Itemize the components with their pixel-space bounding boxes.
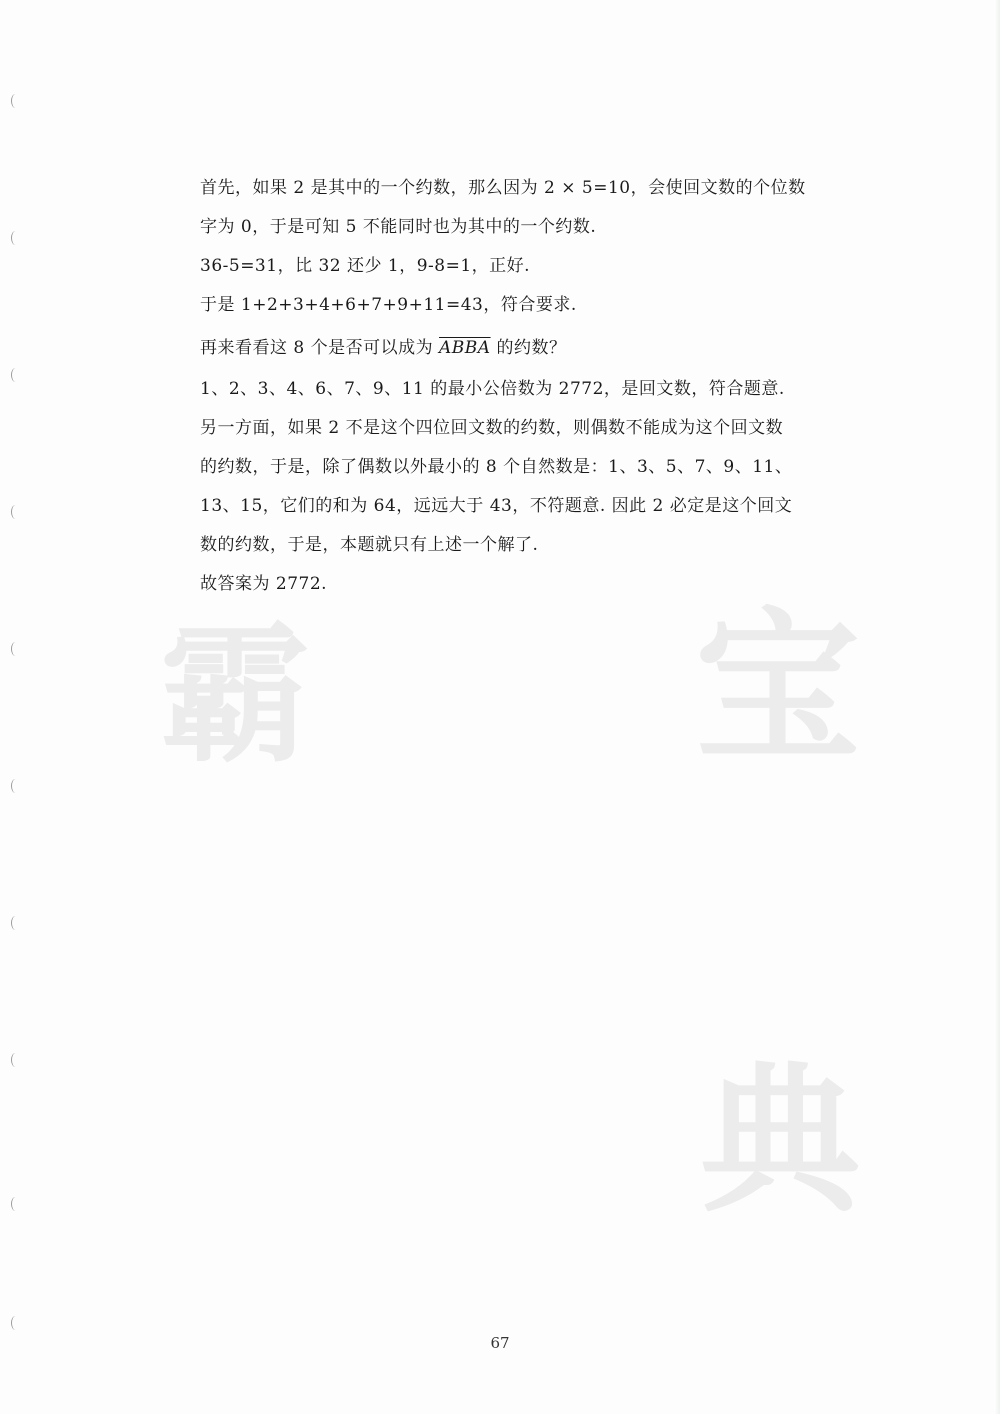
text-line: 首先，如果 2 是其中的一个约数，那么因为 2 × 5=10，会使回文数的个位数 [200, 178, 806, 198]
binding-hole [11, 1316, 20, 1330]
binding-hole [11, 505, 20, 519]
text-line: 数的约数，于是，本题就只有上述一个解了. [200, 535, 539, 555]
binding-hole [11, 779, 20, 793]
palindrome-notation: ABBA [439, 338, 491, 358]
watermark-char: 典 [700, 1046, 861, 1234]
binding-hole [11, 94, 20, 108]
page-edge-shadow [994, 0, 1000, 1414]
watermark-char: 霸 [160, 607, 311, 783]
text-line: 的约数，于是，除了偶数以外最小的 8 个自然数是：1、3、5、7、9、11、 [200, 457, 793, 477]
binding-hole [11, 1197, 20, 1211]
text-line: 1、2、3、4、6、7、9、11 的最小公倍数为 2772，是回文数，符合题意. [200, 379, 785, 399]
watermark-char: 宝 [695, 590, 860, 784]
binding-holes [0, 0, 40, 1414]
binding-hole [11, 916, 20, 930]
binding-hole [11, 231, 20, 245]
page-number: 67 [490, 1334, 510, 1352]
question-text: 再来看看这 8 个是否可以成为 [200, 338, 434, 358]
text-line: 36-5=31，比 32 还少 1，9-8=1，正好. [200, 256, 531, 276]
question-text: 的约数？ [496, 338, 567, 358]
text-line: 于是 1+2+3+4+6+7+9+11=43，符合要求. [200, 295, 577, 315]
answer-line: 故答案为 2772. [200, 574, 328, 594]
binding-hole [11, 1053, 20, 1067]
question-line [200, 336, 566, 360]
text-line: 字为 0，于是可知 5 不能同时也为其中的一个约数. [200, 217, 597, 237]
text-line: 另一方面，如果 2 不是这个四位回文数的约数，则偶数不能成为这个回文数 [200, 418, 784, 438]
text-line: 13、15，它们的和为 64，远远大于 43，不符题意. 因此 2 必定是这个回文 [200, 496, 793, 516]
binding-hole [11, 368, 20, 382]
binding-hole [11, 642, 20, 656]
